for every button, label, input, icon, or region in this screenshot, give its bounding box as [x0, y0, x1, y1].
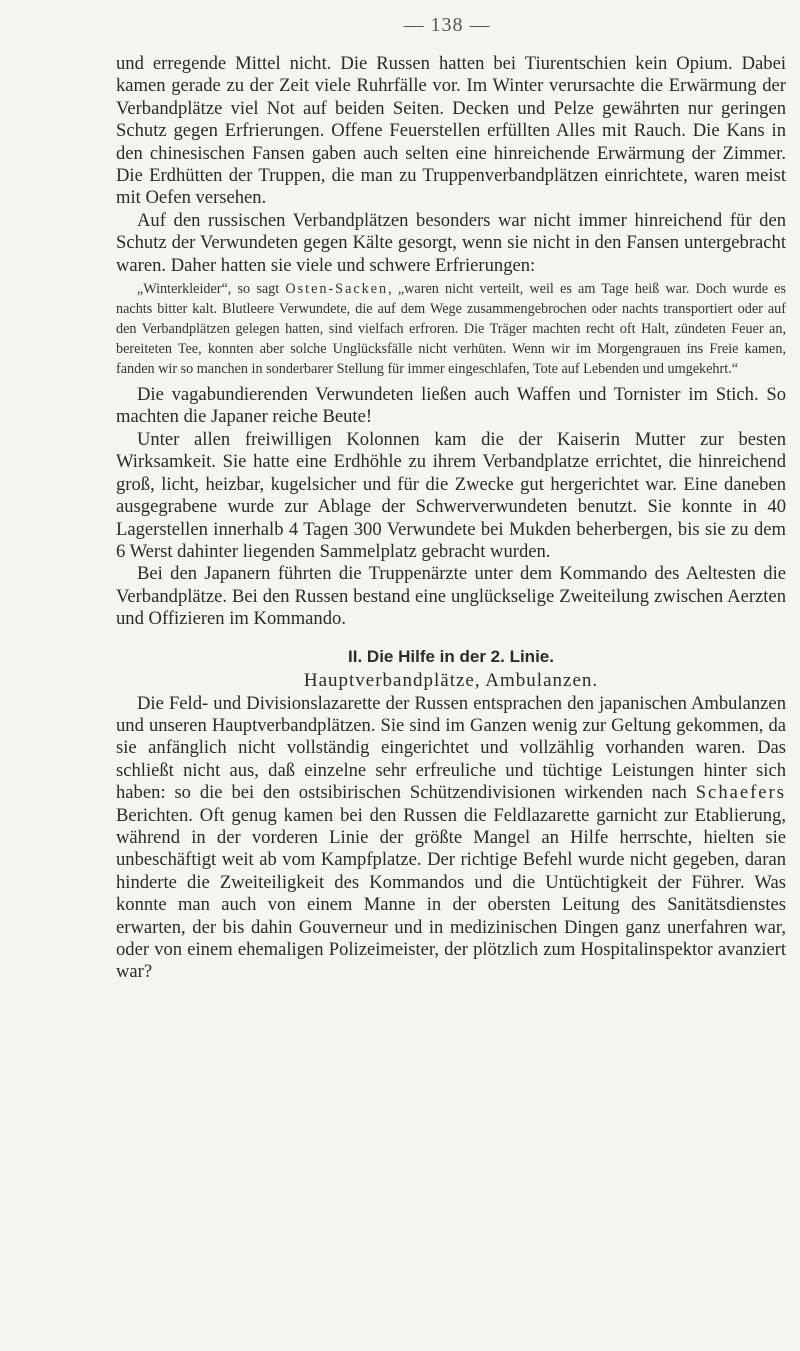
paragraph-6-text-start: Die Feld- und Divisionslazarette der Russen entsprachen den japanischen Ambulanzen und unseren Hauptverbandplätzen. Sie sind im Ganzen wenig zur Geltung gekommen, da sie anfänglich nicht vollständig eingerichtet und vollzählig vorhanden waren. Das schließt nicht aus, daß einzelne sehr erfreuliche und tüchtige Leistungen hinter sich haben: so die bei den ostsibirischen Schützendivisionen wirkenden nach — [116, 692, 786, 804]
quote-text-rest: , „waren nicht verteilt, weil es am Tage heiß war. Doch wurde es nachts bitter kalt. Blutleere Verwundete, die auf dem Wege zusammengebrochen oder nachts transportiert oder auf den Verbandplätzen gelegen hatten, sind vielfach erfroren. Die Träger machten recht oft Halt, zündeten Feuer an, bereiteten Tee, konnten aber solche Unglücksfälle nicht verhüten. Wenn wir im Morgengrauen ins Freie kamen, fanden wir so manchen in sonderbarer Stellung für immer eingeschlafen, Tote auf Lebenden und umgekehrt.“ — [116, 281, 786, 378]
paragraph-3: Die vagabundierenden Verwundeten ließen auch Waffen und Tornister im Stich. So machten die Japaner reiche Beute! — [116, 384, 786, 428]
paragraph-2: Auf den russischen Verbandplätzen besonders war nicht immer hinreichend für den Schutz der Verwundeten gegen Kälte gesorgt, wenn sie nicht in den Fansen untergebracht waren. Daher hatten sie viele und schwere Erfrierungen: — [116, 209, 786, 276]
section-heading: II. Die Hilfe in der 2. Linie. — [348, 646, 554, 666]
paragraph-5: Bei den Japanern führten die Truppenärzte unter dem Kommando des Aeltesten die Verbandplätze. Bei den Russen bestand eine unglückselige Zweiteilung zwischen Aerzten und Offizieren im Kommando. — [116, 563, 786, 630]
paragraph-1: und erregende Mittel nicht. Die Russen hatten bei Tiurentschien kein Opium. Dabei kamen gerade zu der Zeit viele Ruhrfälle vor. Im Winter verursachte die Erwärmung der Verbandplätze viel Not auf beiden Seiten. Decken und Pelze gewährten nur geringen Schutz gegen Erfrierungen. Offene Feuerstellen erfüllten Alles mit Rauch. Die Kans in den chinesischen Fansen gaben auch selten eine hinreichende Erwärmung der Zimmer. Die Erdhütten der Truppen, die man zu Truppenverbandplätzen einrichtete, waren meist mit Oefen versehen. — [116, 53, 786, 209]
section-subheading: Hauptverbandplätze, Ambulanzen. — [303, 669, 599, 691]
block-quote — [116, 279, 786, 379]
quote-text-start: „Winterkleider“, so sagt — [137, 281, 286, 298]
book-page — [116, 14, 786, 984]
quote-author: Osten-Sacken — [285, 281, 389, 298]
author-name-schaefer: Schaefers — [695, 782, 786, 804]
paragraph-4: Unter allen freiwilligen Kolonnen kam die der Kaiserin Mutter zur besten Wirksamkeit. Sie hatte eine Erdhöhle zu ihrem Verbandplatze errichtet, die hinreichend groß, licht, heizbar, kugelsicher und für die Zwecke gut hergerichtet war. Eine daneben ausgegrabene wurde zur Ablage der Schwerverwundeten benutzt. Sie konnte in 40 Lagerstellen innerhalb 4 Tagen 300 Verwundete bei Mukden beherbergen, bis sie zu dem 6 Werst dahinter liegenden Sammelplatz gebracht wurden. — [116, 428, 786, 562]
page-number: — 138 — — [403, 14, 491, 36]
paragraph-6-text-rest: Berichten. Oft genug kamen bei den Russen die Feldlazarette garnicht zur Etablierung, während in der vorderen Linie der größte Mangel an Hilfe herrschte, hielten sie unbeschäftigt weit ab vom Kampfplatze. Der richtige Befehl wurde nicht gegeben, daran hinderte die Zweiteiligkeit des Kommandos und die Untüchtigkeit der Führer. Was konnte man auch von einem Manne in der obersten Leitung des Sanitätsdienstes erwarten, der bis dahin Gouverneur und in medizinischen Dingen ganz unerfahren war, oder von einem ehemaligen Polizeimeister, der plötzlich zum Hospitalinspektor avanziert war? — [116, 804, 786, 983]
paragraph-6 — [116, 693, 786, 984]
